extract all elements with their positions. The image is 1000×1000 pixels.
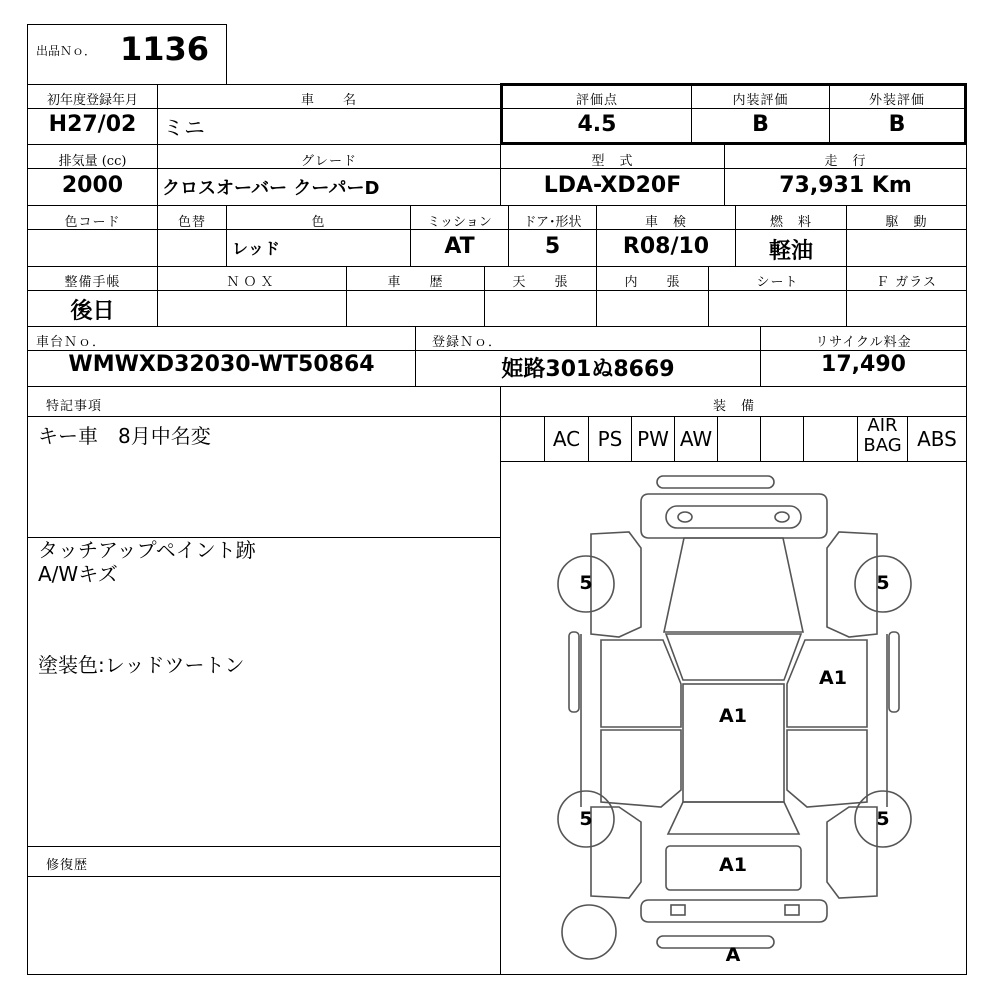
car-name-value: ミニ — [163, 116, 205, 140]
grade-value: クロスオーバー クーパーD — [162, 178, 380, 199]
color-label: 色 — [311, 215, 326, 230]
model-label: 型 式 — [591, 154, 634, 169]
front-bumper — [641, 494, 827, 538]
inner-label: 内 張 — [624, 275, 681, 290]
notes-line-1: キー車 8月中名変 — [38, 424, 211, 448]
history-label: 車 歴 — [387, 275, 444, 290]
service-book-value: 後日 — [70, 299, 115, 324]
lot-number-label: 出品Ｎｏ． — [36, 44, 97, 58]
h-line — [27, 386, 967, 387]
first-reg-label: 初年度登録年月 — [46, 93, 138, 108]
mission-value: AT — [444, 234, 475, 259]
color-value: レッド — [232, 239, 280, 258]
recycle-label: リサイクル料金 — [815, 335, 912, 350]
inspection-label: 車 検 — [644, 215, 687, 230]
fuel-label: 燃 料 — [769, 215, 812, 230]
h-line — [27, 416, 967, 417]
front-emblem — [678, 512, 692, 522]
inspection-value: R08/10 — [622, 234, 710, 259]
v-line — [760, 416, 761, 461]
drive-label: 駆 動 — [885, 215, 928, 230]
front-bumper-top — [657, 476, 774, 488]
service-book-label: 整備手帳 — [64, 275, 121, 290]
displacement-label: 排気量 (cc) — [58, 154, 127, 169]
reg-no-label: 登録Ｎｏ． — [432, 335, 503, 350]
chassis-label: 車台Ｎｏ． — [36, 335, 107, 350]
roof-mark: A1 — [719, 705, 747, 727]
rear-window — [668, 802, 799, 834]
mileage-label: 走 行 — [824, 154, 867, 169]
front-grille — [666, 506, 801, 528]
fglass-label: Ｆ ガラス — [876, 275, 937, 290]
roof-panel — [683, 684, 784, 802]
windshield — [666, 634, 801, 680]
grade-label: グレード — [300, 154, 357, 169]
rear-left-tire-mark: 5 — [579, 808, 593, 830]
displacement-value: 2000 — [61, 173, 124, 198]
roof-label: 天 張 — [512, 275, 569, 290]
h-line — [27, 876, 501, 877]
h-line — [27, 846, 501, 847]
front-emblem — [775, 512, 789, 522]
h-line — [27, 205, 967, 206]
rear-light — [671, 905, 685, 915]
recycle-value: 17,490 — [821, 352, 906, 377]
equipment-label: 装 備 — [712, 399, 755, 414]
nox-label: ＮＯＸ — [226, 275, 278, 290]
h-line — [27, 266, 967, 267]
door-label: ドア･形状 — [523, 215, 582, 230]
repair-label: 修復歴 — [46, 858, 89, 873]
notes-line-2: タッチアップペイント跡 A/Wキズ — [38, 538, 256, 586]
color-change-label: 色替 — [177, 215, 206, 230]
spare-tire — [562, 905, 616, 959]
right-mirror — [889, 632, 899, 712]
equipment-pw: PW — [637, 427, 669, 451]
fuel-value: 軽油 — [768, 239, 813, 264]
equipment-ac: AC — [552, 427, 581, 451]
notes-label: 特記事項 — [46, 399, 103, 414]
front-right-tire-mark: 5 — [876, 572, 890, 594]
v-line — [717, 416, 718, 461]
reg-no-value: 姫路301ぬ8669 — [501, 357, 675, 382]
car-name-label: 車 名 — [300, 93, 357, 108]
equipment-ps: PS — [597, 427, 623, 451]
color-code-label: 色コード — [64, 215, 121, 230]
mileage-value: 73,931 Km — [779, 173, 912, 198]
score-value: 4.5 — [577, 112, 617, 137]
score-label: 評価点 — [575, 93, 618, 108]
lot-number: 1136 — [120, 30, 210, 68]
seat-label: シート — [756, 275, 799, 290]
notes-line-3: 塗装色:レッドツートン — [38, 653, 245, 677]
h-line — [27, 326, 967, 327]
exterior-label: 外装評価 — [868, 93, 925, 108]
equipment-airbag: AIR BAG — [863, 415, 902, 456]
right-rear-door — [787, 730, 867, 807]
exterior-value: B — [888, 112, 906, 137]
left-rear-door — [601, 730, 681, 807]
model-value: LDA-XD20F — [543, 173, 682, 198]
rear-light — [785, 905, 799, 915]
mission-label: ミッション — [427, 215, 492, 230]
equipment-aw: AW — [679, 427, 713, 451]
equipment-abs: ABS — [917, 427, 957, 451]
h-line — [27, 350, 967, 351]
left-mirror — [569, 632, 579, 712]
front-left-tire-mark: 5 — [579, 572, 593, 594]
trunk-mark: A1 — [719, 854, 747, 876]
rear-right-tire-mark: 5 — [876, 808, 890, 830]
right-front-door-mark: A1 — [819, 667, 847, 689]
interior-label: 内装評価 — [732, 93, 789, 108]
first-reg-value: H27/02 — [48, 112, 137, 137]
v-line — [803, 416, 804, 461]
interior-value: B — [752, 112, 769, 137]
door-value: 5 — [544, 234, 561, 259]
chassis-value: WMWXD32030-WT50864 — [68, 352, 375, 377]
h-line — [27, 290, 967, 291]
rear-bumper-mark: A — [725, 944, 741, 966]
hood — [664, 538, 803, 632]
left-front-door — [601, 640, 681, 727]
